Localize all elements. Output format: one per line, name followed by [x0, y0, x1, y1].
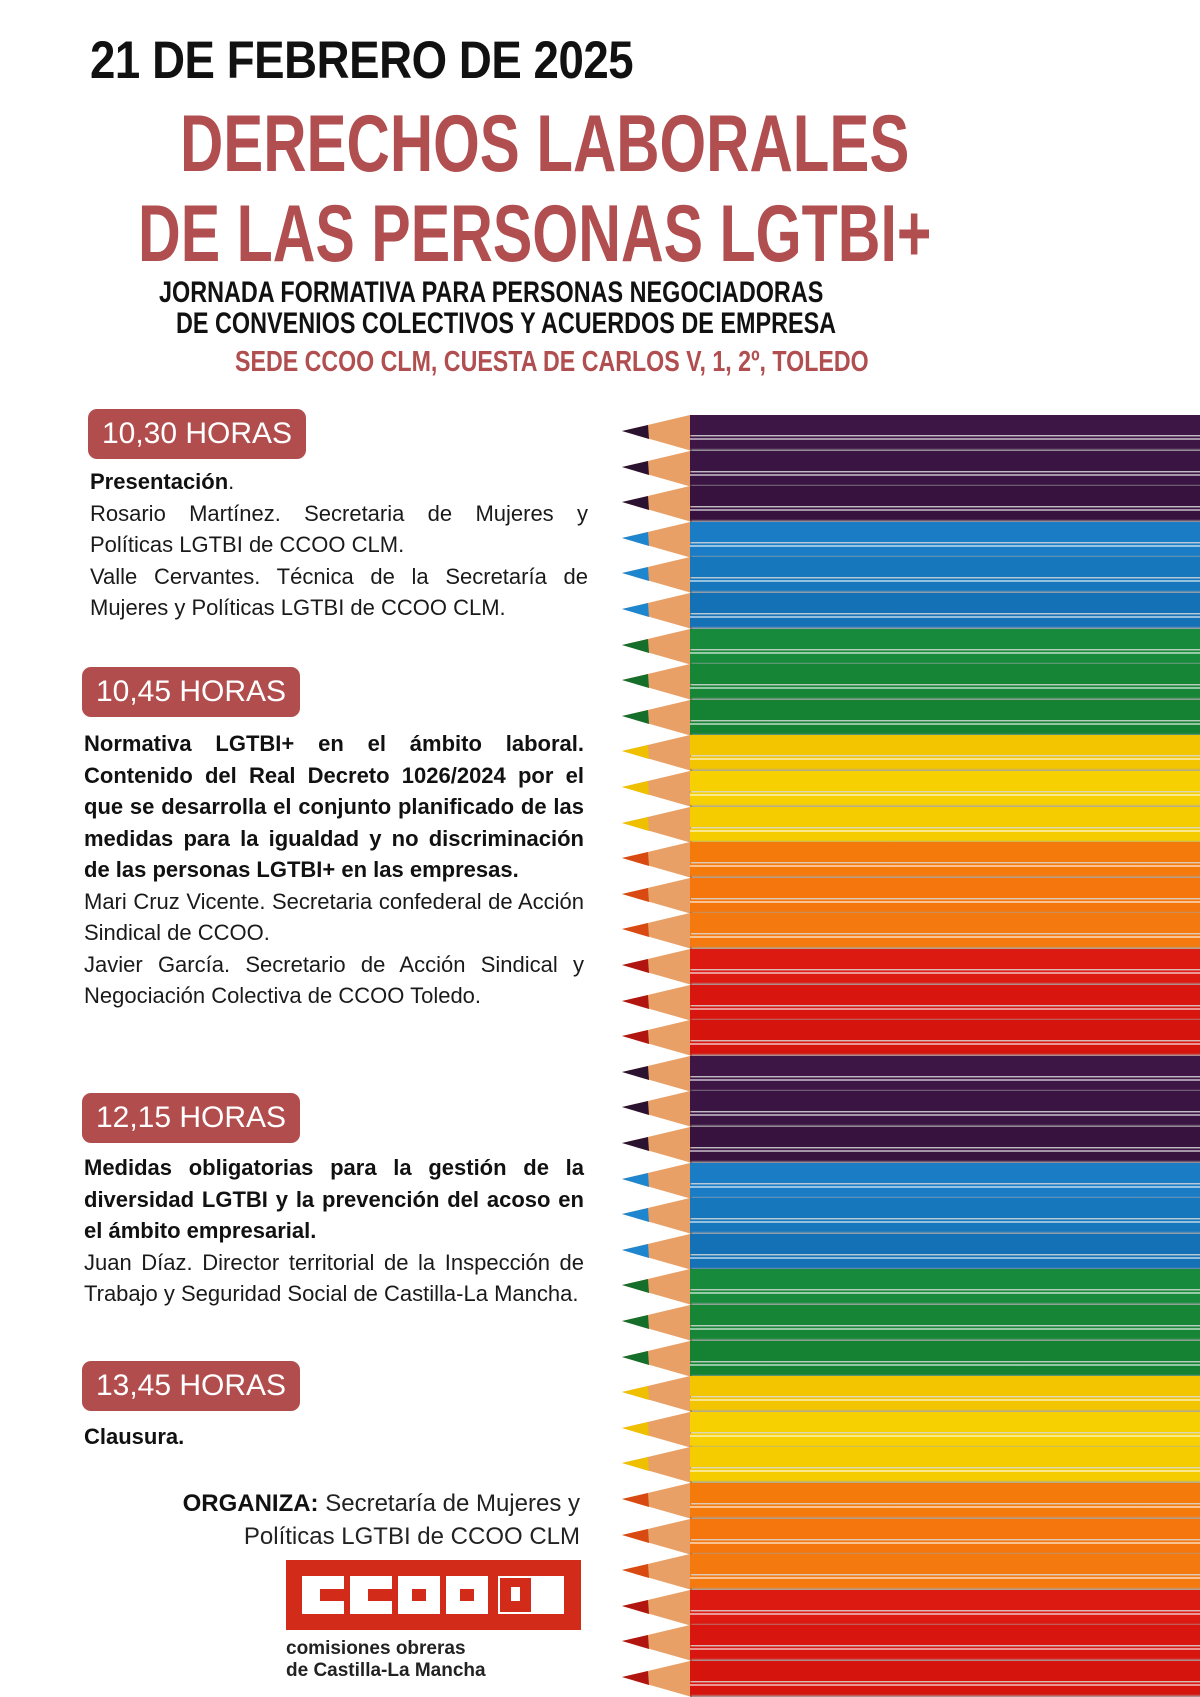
- pencil-blue: [620, 1198, 1200, 1234]
- pencil-purple: [620, 451, 1200, 487]
- session-1345: [84, 1421, 589, 1453]
- speaker: Javier García. Secretario de Acción Sindical y Negociación Colectiva de CCOO Toledo.: [84, 951, 584, 1008]
- pencil-orange: [620, 913, 1200, 949]
- logo-caption: comisiones obreras de Castilla-La Mancha: [286, 1638, 486, 1681]
- event-date: 21 DE FEBRERO DE 2025: [90, 31, 634, 90]
- session-1215: [84, 1152, 584, 1310]
- session-1045: [84, 728, 584, 1012]
- pencil-blue: [620, 1163, 1200, 1199]
- pencil-purple: [620, 415, 1200, 451]
- pencil-yellow: [620, 1412, 1200, 1448]
- pencil-tip-icon: [622, 1341, 692, 1377]
- pencil-tip-icon: [622, 1554, 692, 1590]
- pencil-green: [620, 1305, 1200, 1341]
- session-topic: Medidas obligatorias para la gestión de la diversidad LGTBI y la prevención del acoso en el ámbito empresarial.: [84, 1155, 584, 1243]
- pencil-tip-icon: [622, 1661, 692, 1697]
- pencil-tip-icon: [622, 522, 692, 558]
- pencil-green: [620, 1341, 1200, 1377]
- pencil-red: [620, 1661, 1200, 1697]
- pencil-orange: [620, 1519, 1200, 1555]
- pencil-red: [620, 1625, 1200, 1661]
- pencil-tip-icon: [622, 1020, 692, 1056]
- speaker: Valle Cervantes. Técnica de la Secretaría de Mujeres y Políticas LGTBI de CCOO CLM.: [90, 563, 588, 620]
- pencil-purple: [620, 1127, 1200, 1163]
- pencil-tip-icon: [622, 1305, 692, 1341]
- speaker: Rosario Martínez. Secretaria de Mujeres y Políticas LGTBI de CCOO CLM.: [90, 500, 588, 557]
- pencil-purple: [620, 1056, 1200, 1092]
- pencil-red: [620, 949, 1200, 985]
- speaker: Mari Cruz Vicente. Secretaria confederal de Acción Sindical de CCOO.: [84, 888, 584, 945]
- time-badge-1045: 10,45 HORAS: [82, 667, 300, 717]
- pencil-tip-icon: [622, 878, 692, 914]
- pencil-blue: [620, 557, 1200, 593]
- pencil-tip-icon: [622, 486, 692, 522]
- subtitle-line-1: JORNADA FORMATIVA PARA PERSONAS NEGOCIADORAS: [159, 276, 824, 309]
- time-badge-1215: 12,15 HORAS: [82, 1093, 300, 1143]
- pencil-tip-icon: [622, 1056, 692, 1092]
- pencil-tip-icon: [622, 664, 692, 700]
- pencil-yellow: [620, 735, 1200, 771]
- time-badge-1345: 13,45 HORAS: [82, 1361, 300, 1411]
- pencil-tip-icon: [622, 913, 692, 949]
- pencil-orange: [620, 1483, 1200, 1519]
- organizer: ORGANIZA: Secretaría de Mujeres y Políticas LGTBI de CCOO CLM: [182, 1490, 580, 1550]
- session-1030: [90, 466, 588, 624]
- ccoo-logo: [286, 1560, 581, 1630]
- pencil-tip-icon: [622, 415, 692, 451]
- pencil-tip-icon: [622, 949, 692, 985]
- pencil-tip-icon: [622, 1163, 692, 1199]
- pencil-blue: [620, 522, 1200, 558]
- pencil-green: [620, 664, 1200, 700]
- title-line-1: DERECHOS LABORALES: [180, 99, 910, 189]
- pencil-tip-icon: [622, 842, 692, 878]
- colored-pencils-image: [620, 415, 1200, 1697]
- pencil-tip-icon: [622, 1091, 692, 1127]
- time-badge-1030: 10,30 HORAS: [88, 409, 306, 459]
- session-topic: Presentación.: [90, 469, 235, 494]
- pencil-tip-icon: [622, 451, 692, 487]
- pencil-tip-icon: [622, 629, 692, 665]
- pencil-tip-icon: [622, 700, 692, 736]
- pencil-green: [620, 700, 1200, 736]
- pencil-green: [620, 629, 1200, 665]
- pencil-tip-icon: [622, 557, 692, 593]
- pencil-purple: [620, 1091, 1200, 1127]
- pencil-tip-icon: [622, 1376, 692, 1412]
- pencil-red: [620, 1020, 1200, 1056]
- pencil-tip-icon: [622, 1483, 692, 1519]
- pencil-tip-icon: [622, 985, 692, 1021]
- pencil-tip-icon: [622, 1519, 692, 1555]
- pencil-tip-icon: [622, 1269, 692, 1305]
- session-topic: Normativa LGTBI+ en el ámbito laboral. Contenido del Real Decreto 1026/2024 por el que se desarrolla el conjunto planificado de las medidas para la igualdad y no discriminación de las personas LGTBI+ en las empresas.: [84, 731, 584, 882]
- pencil-red: [620, 985, 1200, 1021]
- pencil-orange: [620, 842, 1200, 878]
- pencil-tip-icon: [622, 1127, 692, 1163]
- pencil-tip-icon: [622, 593, 692, 629]
- pencil-orange: [620, 1554, 1200, 1590]
- pencil-green: [620, 1269, 1200, 1305]
- title-line-2: DE LAS PERSONAS LGTBI+: [138, 189, 932, 279]
- pencil-blue: [620, 1234, 1200, 1270]
- venue-address: SEDE CCOO CLM, CUESTA DE CARLOS V, 1, 2º, TOLEDO: [235, 346, 869, 378]
- speaker: Juan Díaz. Director territorial de la Inspección de Trabajo y Seguridad Social de Castilla-La Mancha.: [84, 1249, 584, 1306]
- pencil-tip-icon: [622, 1447, 692, 1483]
- pencil-tip-icon: [622, 735, 692, 771]
- pencil-tip-icon: [622, 807, 692, 843]
- pencil-tip-icon: [622, 1234, 692, 1270]
- castle-icon: [511, 1587, 520, 1601]
- pencil-yellow: [620, 771, 1200, 807]
- organizer-label: ORGANIZA:: [182, 1490, 319, 1517]
- pencil-tip-icon: [622, 1625, 692, 1661]
- pencil-orange: [620, 878, 1200, 914]
- pencil-purple: [620, 486, 1200, 522]
- pencil-tip-icon: [622, 1590, 692, 1626]
- session-topic: Clausura.: [84, 1424, 185, 1449]
- pencil-tip-icon: [622, 771, 692, 807]
- pencil-yellow: [620, 1376, 1200, 1412]
- pencil-blue: [620, 593, 1200, 629]
- pencil-yellow: [620, 807, 1200, 843]
- pencil-tip-icon: [622, 1412, 692, 1448]
- subtitle-line-2: DE CONVENIOS COLECTIVOS Y ACUERDOS DE EMPRESA: [176, 307, 837, 340]
- pencil-tip-icon: [622, 1198, 692, 1234]
- pencil-red: [620, 1590, 1200, 1626]
- pencil-yellow: [620, 1447, 1200, 1483]
